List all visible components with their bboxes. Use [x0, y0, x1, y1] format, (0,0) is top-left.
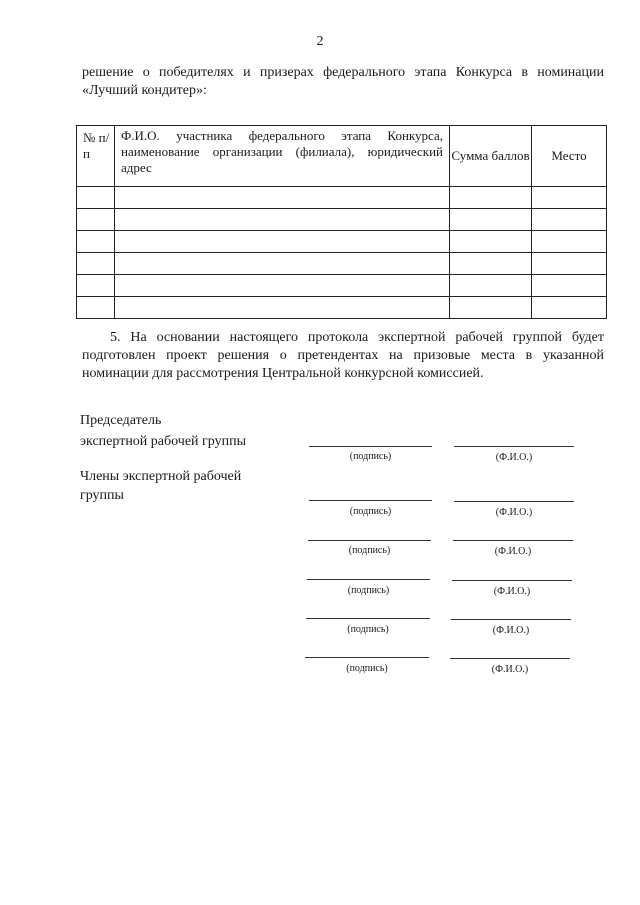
table-cell — [450, 231, 532, 253]
name-line — [453, 540, 573, 541]
table-cell — [450, 297, 532, 319]
signature-line — [309, 500, 432, 501]
table-cell — [115, 187, 450, 209]
signature-caption: (подпись) — [347, 624, 389, 635]
name-line — [451, 619, 571, 620]
name-caption: (Ф.И.О.) — [491, 664, 529, 675]
table-row — [77, 209, 607, 231]
members-label-line2: группы — [80, 488, 124, 503]
name-caption: (Ф.И.О.) — [494, 546, 532, 557]
table-cell — [450, 187, 532, 209]
signature-line — [305, 657, 429, 658]
table-cell — [77, 253, 115, 275]
table-cell — [532, 253, 607, 275]
table-cell — [450, 275, 532, 297]
results-table — [76, 125, 607, 319]
table-cell — [115, 253, 450, 275]
name-caption: (Ф.И.О.) — [493, 586, 531, 597]
name-line — [454, 501, 574, 502]
chairman-label-line2: экспертной рабочей группы — [80, 434, 246, 449]
members-label-line1: Члены экспертной рабочей — [80, 469, 242, 484]
table-cell — [115, 209, 450, 231]
name-caption: (Ф.И.О.) — [492, 625, 530, 636]
table-cell — [115, 231, 450, 253]
header-place: Место — [532, 126, 607, 187]
signature-caption: (подпись) — [349, 451, 392, 462]
table-header-row — [77, 126, 607, 187]
table-cell — [532, 209, 607, 231]
table-cell — [115, 297, 450, 319]
intro-paragraph: решение о победителях и призерах федерального этапа Конкурса в номинации «Лучший кондитер»: — [82, 65, 604, 98]
signature-caption: (подпись) — [349, 506, 392, 517]
name-line — [452, 580, 572, 581]
signature-caption: (подпись) — [347, 585, 390, 596]
signature-line — [306, 618, 430, 619]
point-5-paragraph: 5. На основании настоящего протокола экспертной рабочей группой будет подготовлен проект решения о претендентах на призовые места в указанной номинации для рассмотрения Центральной конкурсной комиссией. — [82, 330, 604, 381]
page-number: 2 — [316, 34, 324, 49]
signature-caption: (подпись) — [346, 663, 388, 674]
table-cell — [77, 231, 115, 253]
signature-line — [307, 579, 430, 580]
name-caption: (Ф.И.О.) — [495, 452, 533, 463]
table-row — [77, 231, 607, 253]
table-row — [77, 297, 607, 319]
name-line — [450, 658, 570, 659]
table-cell — [77, 187, 115, 209]
table-row — [77, 187, 607, 209]
table-cell — [115, 275, 450, 297]
header-participant: Ф.И.О. участника федерального этапа Конкурса, наименование организации (филиала), юридический адрес — [115, 126, 450, 187]
table-cell — [77, 297, 115, 319]
chairman-label-line1: Председатель — [80, 413, 162, 428]
signature-line — [308, 540, 431, 541]
table-cell — [77, 275, 115, 297]
signature-line — [309, 446, 432, 447]
table-cell — [450, 209, 532, 231]
signature-caption: (подпись) — [348, 545, 391, 556]
table-row — [77, 275, 607, 297]
table-cell — [450, 253, 532, 275]
table-cell — [77, 209, 115, 231]
table-row — [77, 253, 607, 275]
table-cell — [532, 231, 607, 253]
header-score: Сумма баллов — [450, 126, 532, 187]
name-line — [454, 446, 574, 447]
table-cell — [532, 187, 607, 209]
table-cell — [532, 275, 607, 297]
header-number: № п/п — [77, 126, 115, 187]
name-caption: (Ф.И.О.) — [495, 507, 533, 518]
table-cell — [532, 297, 607, 319]
